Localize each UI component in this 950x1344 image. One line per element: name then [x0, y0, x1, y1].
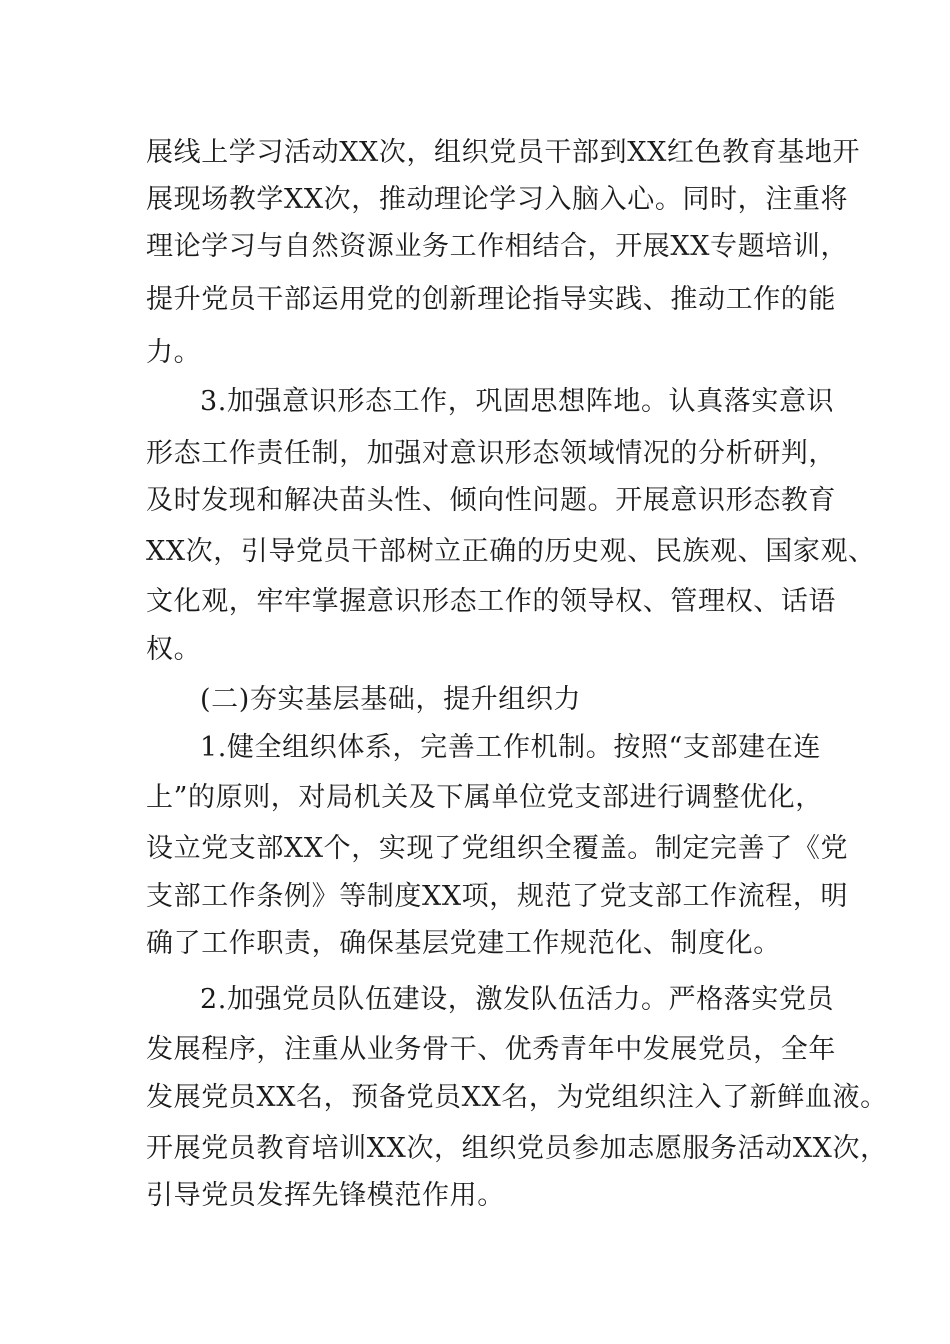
- paragraph-line: 理论学习与自然资源业务工作相结合，开展XX专题培训，: [146, 231, 849, 262]
- paragraph-line: 力。: [146, 337, 202, 368]
- paragraph-line: 设立党支部XX个，实现了党组织全覆盖。制定完善了《党: [146, 833, 849, 864]
- section-item-heading: 3.加强意识形态工作，巩固思想阵地。认真落实意识: [200, 386, 835, 417]
- section-heading: (二)夯实基层基础，提升组织力: [200, 684, 582, 715]
- paragraph-line: XX次，引导党员干部树立正确的历史观、民族观、国家观、: [146, 536, 876, 567]
- paragraph-line: 权。: [146, 634, 202, 665]
- paragraph-line: 发展程序，注重从业务骨干、优秀青年中发展党员，全年: [146, 1034, 836, 1065]
- paragraph-line: 及时发现和解决苗头性、倾向性问题。开展意识形态教育: [146, 485, 836, 516]
- paragraph-line: 展现场教学XX次，推动理论学习入脑入心。同时，注重将: [146, 184, 849, 215]
- paragraph-line: 提升党员干部运用党的创新理论指导实践、推动工作的能: [146, 284, 836, 315]
- paragraph-line: 开展党员教育培训XX次，组织党员参加志愿服务活动XX次，: [146, 1133, 888, 1164]
- paragraph-line: 形态工作责任制，加强对意识形态领域情况的分析研判，: [146, 438, 836, 469]
- section-item-heading: 1.健全组织体系，完善工作机制。按照“支部建在连: [200, 732, 821, 763]
- section-item-heading: 2.加强党员队伍建设，激发队伍活力。严格落实党员: [200, 984, 835, 1015]
- paragraph-line: 支部工作条例》等制度XX项，规范了党支部工作流程，明: [146, 881, 849, 912]
- paragraph-line: 引导党员发挥先锋模范作用。: [146, 1180, 505, 1211]
- paragraph-line: 确了工作职责，确保基层党建工作规范化、制度化。: [146, 928, 781, 959]
- paragraph-line: 展线上学习活动XX次，组织党员干部到XX红色教育基地开: [146, 137, 861, 168]
- paragraph-line: 发展党员XX名，预备党员XX名，为党组织注入了新鲜血液。: [146, 1082, 888, 1113]
- paragraph-line: 上”的原则，对局机关及下属单位党支部进行调整优化，: [146, 782, 823, 813]
- paragraph-line: 文化观，牢牢掌握意识形态工作的领导权、管理权、话语: [146, 586, 836, 617]
